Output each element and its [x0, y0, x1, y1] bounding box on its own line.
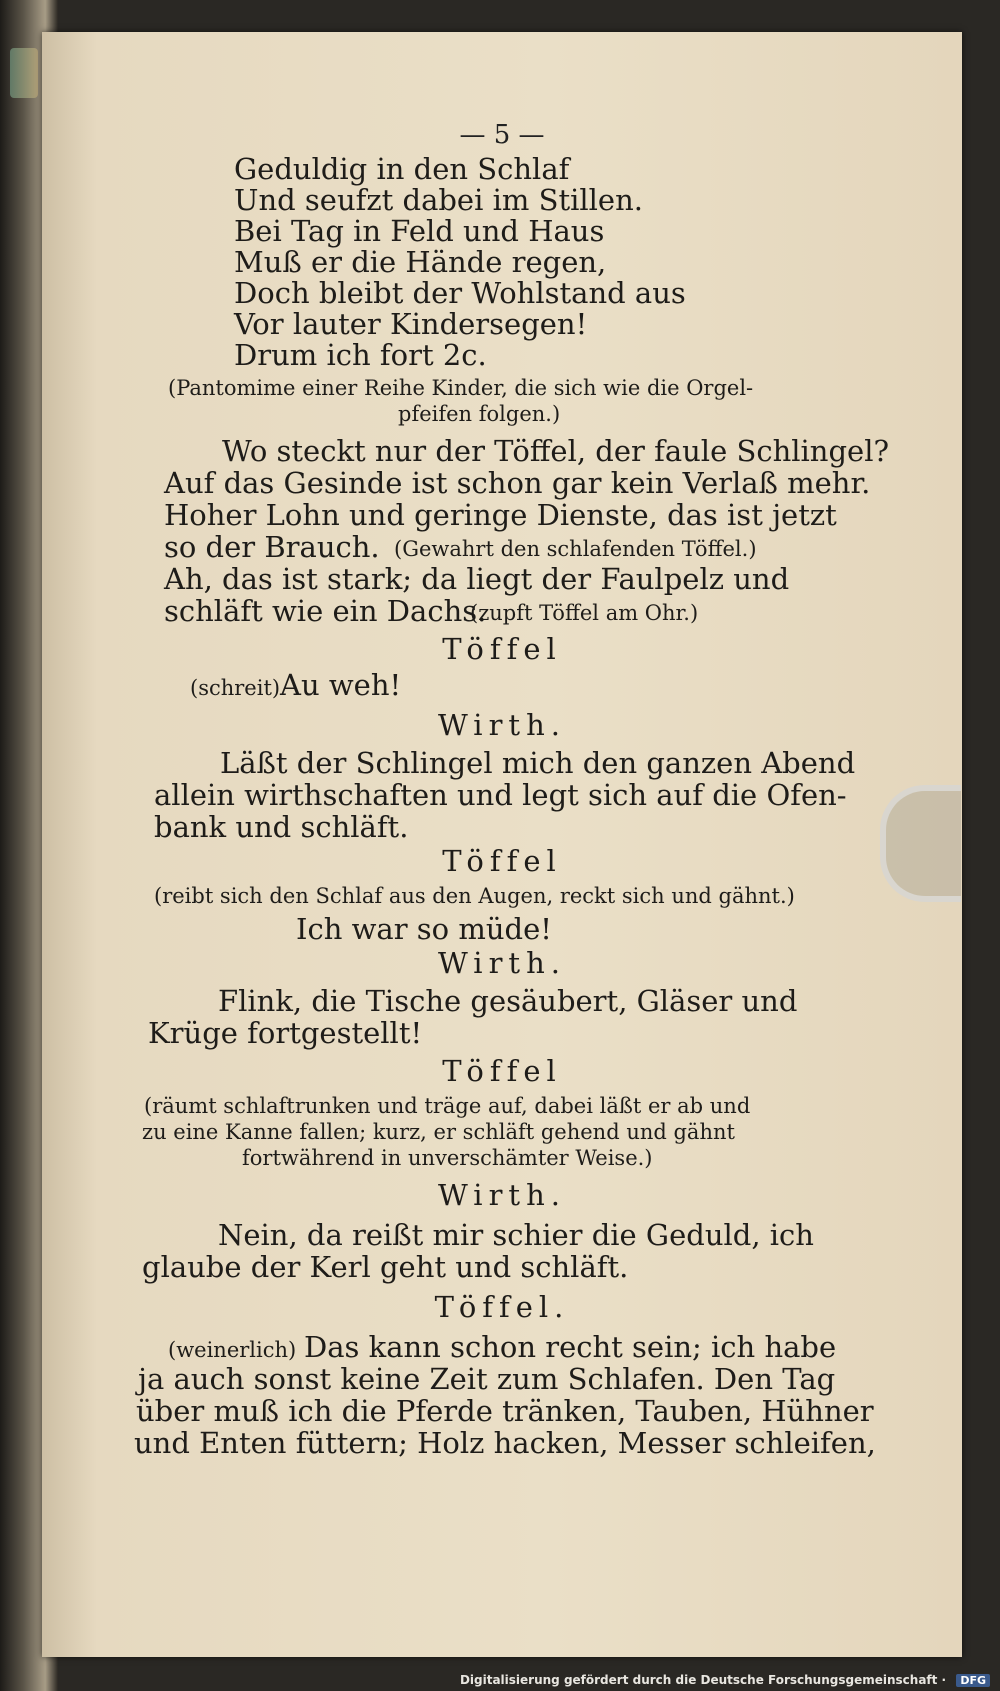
text-line: Nein, da reißt mir schier die Geduld, ich: [218, 1218, 814, 1252]
text-line: bank und schläft.: [154, 810, 409, 844]
stage-direction: (zupft Töffel am Ohr.): [470, 601, 699, 625]
speaker-name: Töffel: [442, 1054, 562, 1088]
stage-direction: zu eine Kanne fallen; kurz, er schläft gehend und gähnt: [142, 1120, 735, 1144]
stage-direction: (weinerlich): [168, 1338, 297, 1362]
text-line: Flink, die Tische gesäubert, Gläser und: [218, 984, 798, 1018]
footer-credit: [460, 1673, 990, 1687]
text-line: Hoher Lohn und geringe Dienste, das ist jetzt: [164, 498, 837, 532]
stage-direction: pfeifen folgen.): [398, 402, 561, 426]
verse-line: Doch bleibt der Wohlstand aus: [234, 276, 686, 310]
speaker-name: Töffel.: [434, 1290, 570, 1324]
footer-text: Digitalisierung gefördert durch die Deutsche Forschungsgemeinschaft ·: [459, 1673, 947, 1687]
text-line: Das kann schon recht sein; ich habe: [304, 1330, 837, 1364]
speaker-name: Wirth.: [438, 708, 566, 742]
verse-line: Geduldig in den Schlaf: [234, 152, 570, 186]
verse-line: Muß er die Hände regen,: [234, 245, 607, 279]
text-line: Ah, das ist stark; da liegt der Faulpelz und: [164, 562, 790, 596]
text-line: allein wirthschaften und legt sich auf die Ofen-: [154, 778, 847, 812]
text-line: glaube der Kerl geht und schläft.: [142, 1250, 629, 1284]
verse-line: Bei Tag in Feld und Haus: [234, 214, 605, 248]
text-line: über muß ich die Pferde tränken, Tauben, Hühner: [136, 1394, 874, 1428]
text-line: Ich war so müde!: [296, 912, 552, 946]
speaker-name: Töffel: [442, 844, 562, 878]
stage-direction: (Pantomime einer Reihe Kinder, die sich wie die Orgel-: [168, 376, 754, 400]
stage-direction: (Gewahrt den schlafenden Töffel.): [394, 537, 757, 561]
text-line: Läßt der Schlingel mich den ganzen Abend: [220, 746, 856, 780]
text-line: Auf das Gesinde ist schon gar kein Verlaß mehr.: [164, 466, 871, 500]
stage-direction: (reibt sich den Schlaf aus den Augen, reckt sich und gähnt.): [154, 884, 795, 908]
speaker-name: Wirth.: [438, 1178, 566, 1212]
page-number: — 5 —: [459, 120, 545, 150]
text-line: Au weh!: [280, 668, 402, 702]
text-line: schläft wie ein Dachs.: [164, 594, 487, 628]
stage-direction: fortwährend in unverschämter Weise.): [242, 1146, 653, 1170]
speaker-name: Wirth.: [438, 946, 566, 980]
speaker-name: Töffel: [442, 632, 562, 666]
book-page: [42, 32, 962, 1657]
spine-mark: [10, 48, 38, 98]
verse-line: Drum ich fort 2c.: [234, 338, 487, 372]
stage-direction: (schreit): [190, 676, 281, 700]
text-line: und Enten füttern; Holz hacken, Messer schleifen,: [134, 1426, 876, 1460]
verse-line: Vor lauter Kindersegen!: [234, 307, 588, 341]
page-clip: [880, 785, 961, 902]
text-line: Krüge fortgestellt!: [148, 1016, 423, 1050]
text-line: Wo steckt nur der Töffel, der faule Schlingel?: [222, 434, 890, 468]
dfg-logo: DFG: [956, 1674, 990, 1687]
verse-line: Und seufzt dabei im Stillen.: [234, 183, 643, 217]
stage-direction: (räumt schlaftrunken und träge auf, dabei läßt er ab und: [144, 1094, 751, 1118]
text-line: ja auch sonst keine Zeit zum Schlafen. Den Tag: [138, 1362, 836, 1396]
text-line: so der Brauch.: [164, 530, 380, 564]
